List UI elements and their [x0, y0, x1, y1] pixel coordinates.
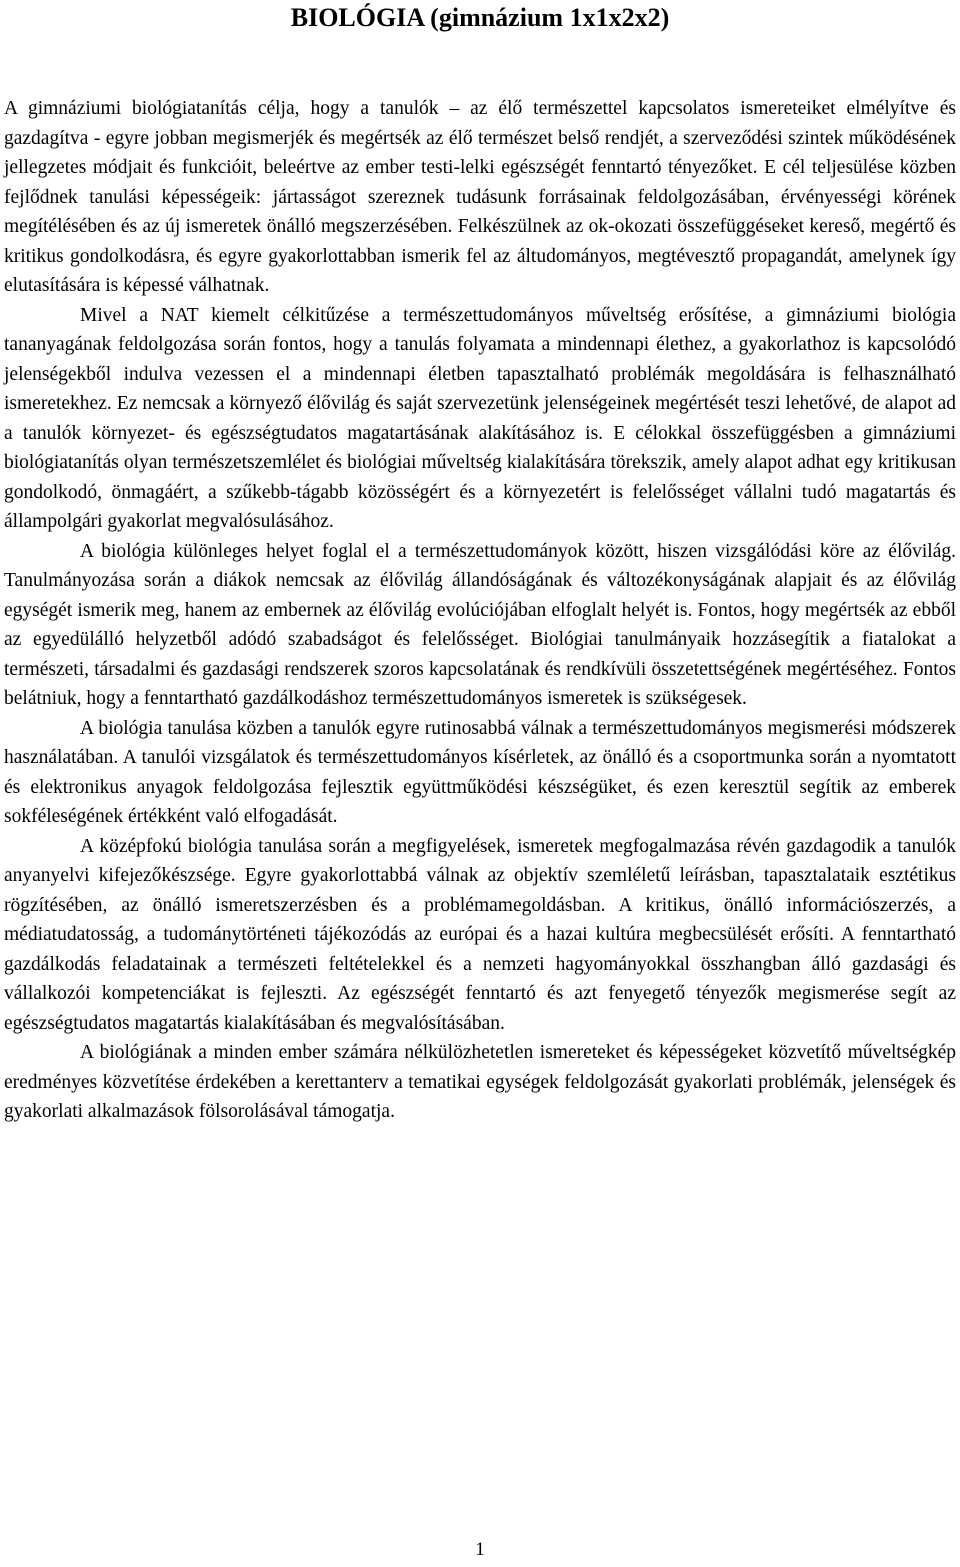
paragraph: A biológiának a minden ember számára nélkülözhetetlen ismereteket és képességeket közvetítő műveltségkép eredményes közvetítése érdekében a kerettanterv a tematikai egységek feldolgozását gyakorlati problémák, jelenségek és gyakorlati alkalmazások fölsorolásával támogatja.	[4, 1042, 956, 1122]
paragraph: Mivel a NAT kiemelt célkitűzése a természettudományos műveltség erősítése, a gimnáziumi biológia tananyagának feldolgozása során fontos, hogy a tanulás folyamata a mindennapi élethez, a gyakorlathoz is kapcsolódó jelenségekből indulva vezessen el a mindennapi életben tapasztalható problémák megoldására is felhasználható ismeretekhez. Ez nemcsak a környező élővilág és saját szervezetünk jelenségeinek megértését teszi lehetővé, de alapot ad a tanulók környezet- és egészségtudatos magatartásának alakításához is. E célokkal összefüggésben a gimnáziumi biológiatanítás olyan természetszemlélet és biológiai műveltség kialakítására törekszik, amely alapot adhat egy kritikusan gondolkodó, önmagáért, a szűkebb-tágabb közösségért és a környezetért is felelősséget vállalni tudó magatartás és állampolgári gyakorlat megvalósulásához.	[4, 304, 956, 532]
document-title: BIOLÓGIA (gimnázium 1x1x2x2)	[290, 3, 670, 32]
document-body	[4, 94, 956, 1127]
page-number: 1	[475, 1539, 485, 1560]
paragraph: A középfokú biológia tanulása során a megfigyelések, ismeretek megfogalmazása révén gazdagodik a tanulók anyanyelvi kifejezőkészsége. Egyre gyakorlottabbá válnak az objektív szemléletű leírásban, tapasztalataik esztétikus rögzítésében, az önálló ismeretszerzésben és a problémamegoldásban. A kritikus, önálló információszerzés, a médiatudatosság, a tudománytörténeti tájékozódás az európai és a hazai kultúra megbecsülését erősíti. A fenntartható gazdálkodás feladatainak a természeti feltételekkel és a nemzeti hagyományokkal összhangban álló gazdasági és vállalkozói kompetenciákat is fejleszti. Az egészségét fenntartó és azt fenyegető tényezők megismerése segít az egészségtudatos magatartás kialakításában és megvalósításában.	[4, 835, 956, 1034]
paragraph: A gimnáziumi biológiatanítás célja, hogy a tanulók – az élő természettel kapcsolatos ismereteiket elmélyítve és gazdagítva - egyre jobban megismerjék és megértsék az élő természet belső rendjét, a szerveződési szintek működésének jellegzetes módjait és funkcióit, beleértve az ember testi-lelki egészségét fenntartó tényezőket. E cél teljesülése közben fejlődnek tanulási képességeik: jártasságot szereznek tudásunk forrásainak feldolgozásában, érvényességi körének megítélésében és az új ismeretek önálló megszerzésében. Felkészülnek az ok-okozati összefüggéseket kereső, megértő és kritikus gondolkodásra, és egyre gyakorlottabban ismerik fel az áltudományos, megtévesztő propagandát, amelynek így elutasítására is képessé válhatnak.	[4, 98, 956, 296]
paragraph: A biológia különleges helyet foglal el a természettudományok között, hiszen vizsgálódási köre az élővilág. Tanulmányozása során a diákok nemcsak az élővilág állandóságának és változékonyságának alapjait és az élővilág egységét ismerik meg, hanem az embernek az élővilág evolúciójában elfoglalt helyét is. Fontos, hogy megértsék az ebből az egyedülálló helyzetből adódó szabadságot és felelősséget. Biológiai tanulmányaik hozzásegítik a fiatalokat a természeti, társadalmi és gazdasági rendszerek szoros kapcsolatának és rendkívüli összetettségének megértéséhez. Fontos belátniuk, hogy a fenntartható gazdálkodáshoz természettudományos ismeretek is szükségesek.	[4, 540, 956, 709]
paragraph: A biológia tanulása közben a tanulók egyre rutinosabbá válnak a természettudományos megismerési módszerek használatában. A tanulói vizsgálatok és természettudományos kísérletek, az önálló és a csoportmunka során a nyomtatott és elektronikus anyagok feldolgozása fejlesztik együttműködési készségüket, és ezen keresztül segítik az emberek sokféleségének értékként való elfogadását.	[4, 717, 956, 827]
